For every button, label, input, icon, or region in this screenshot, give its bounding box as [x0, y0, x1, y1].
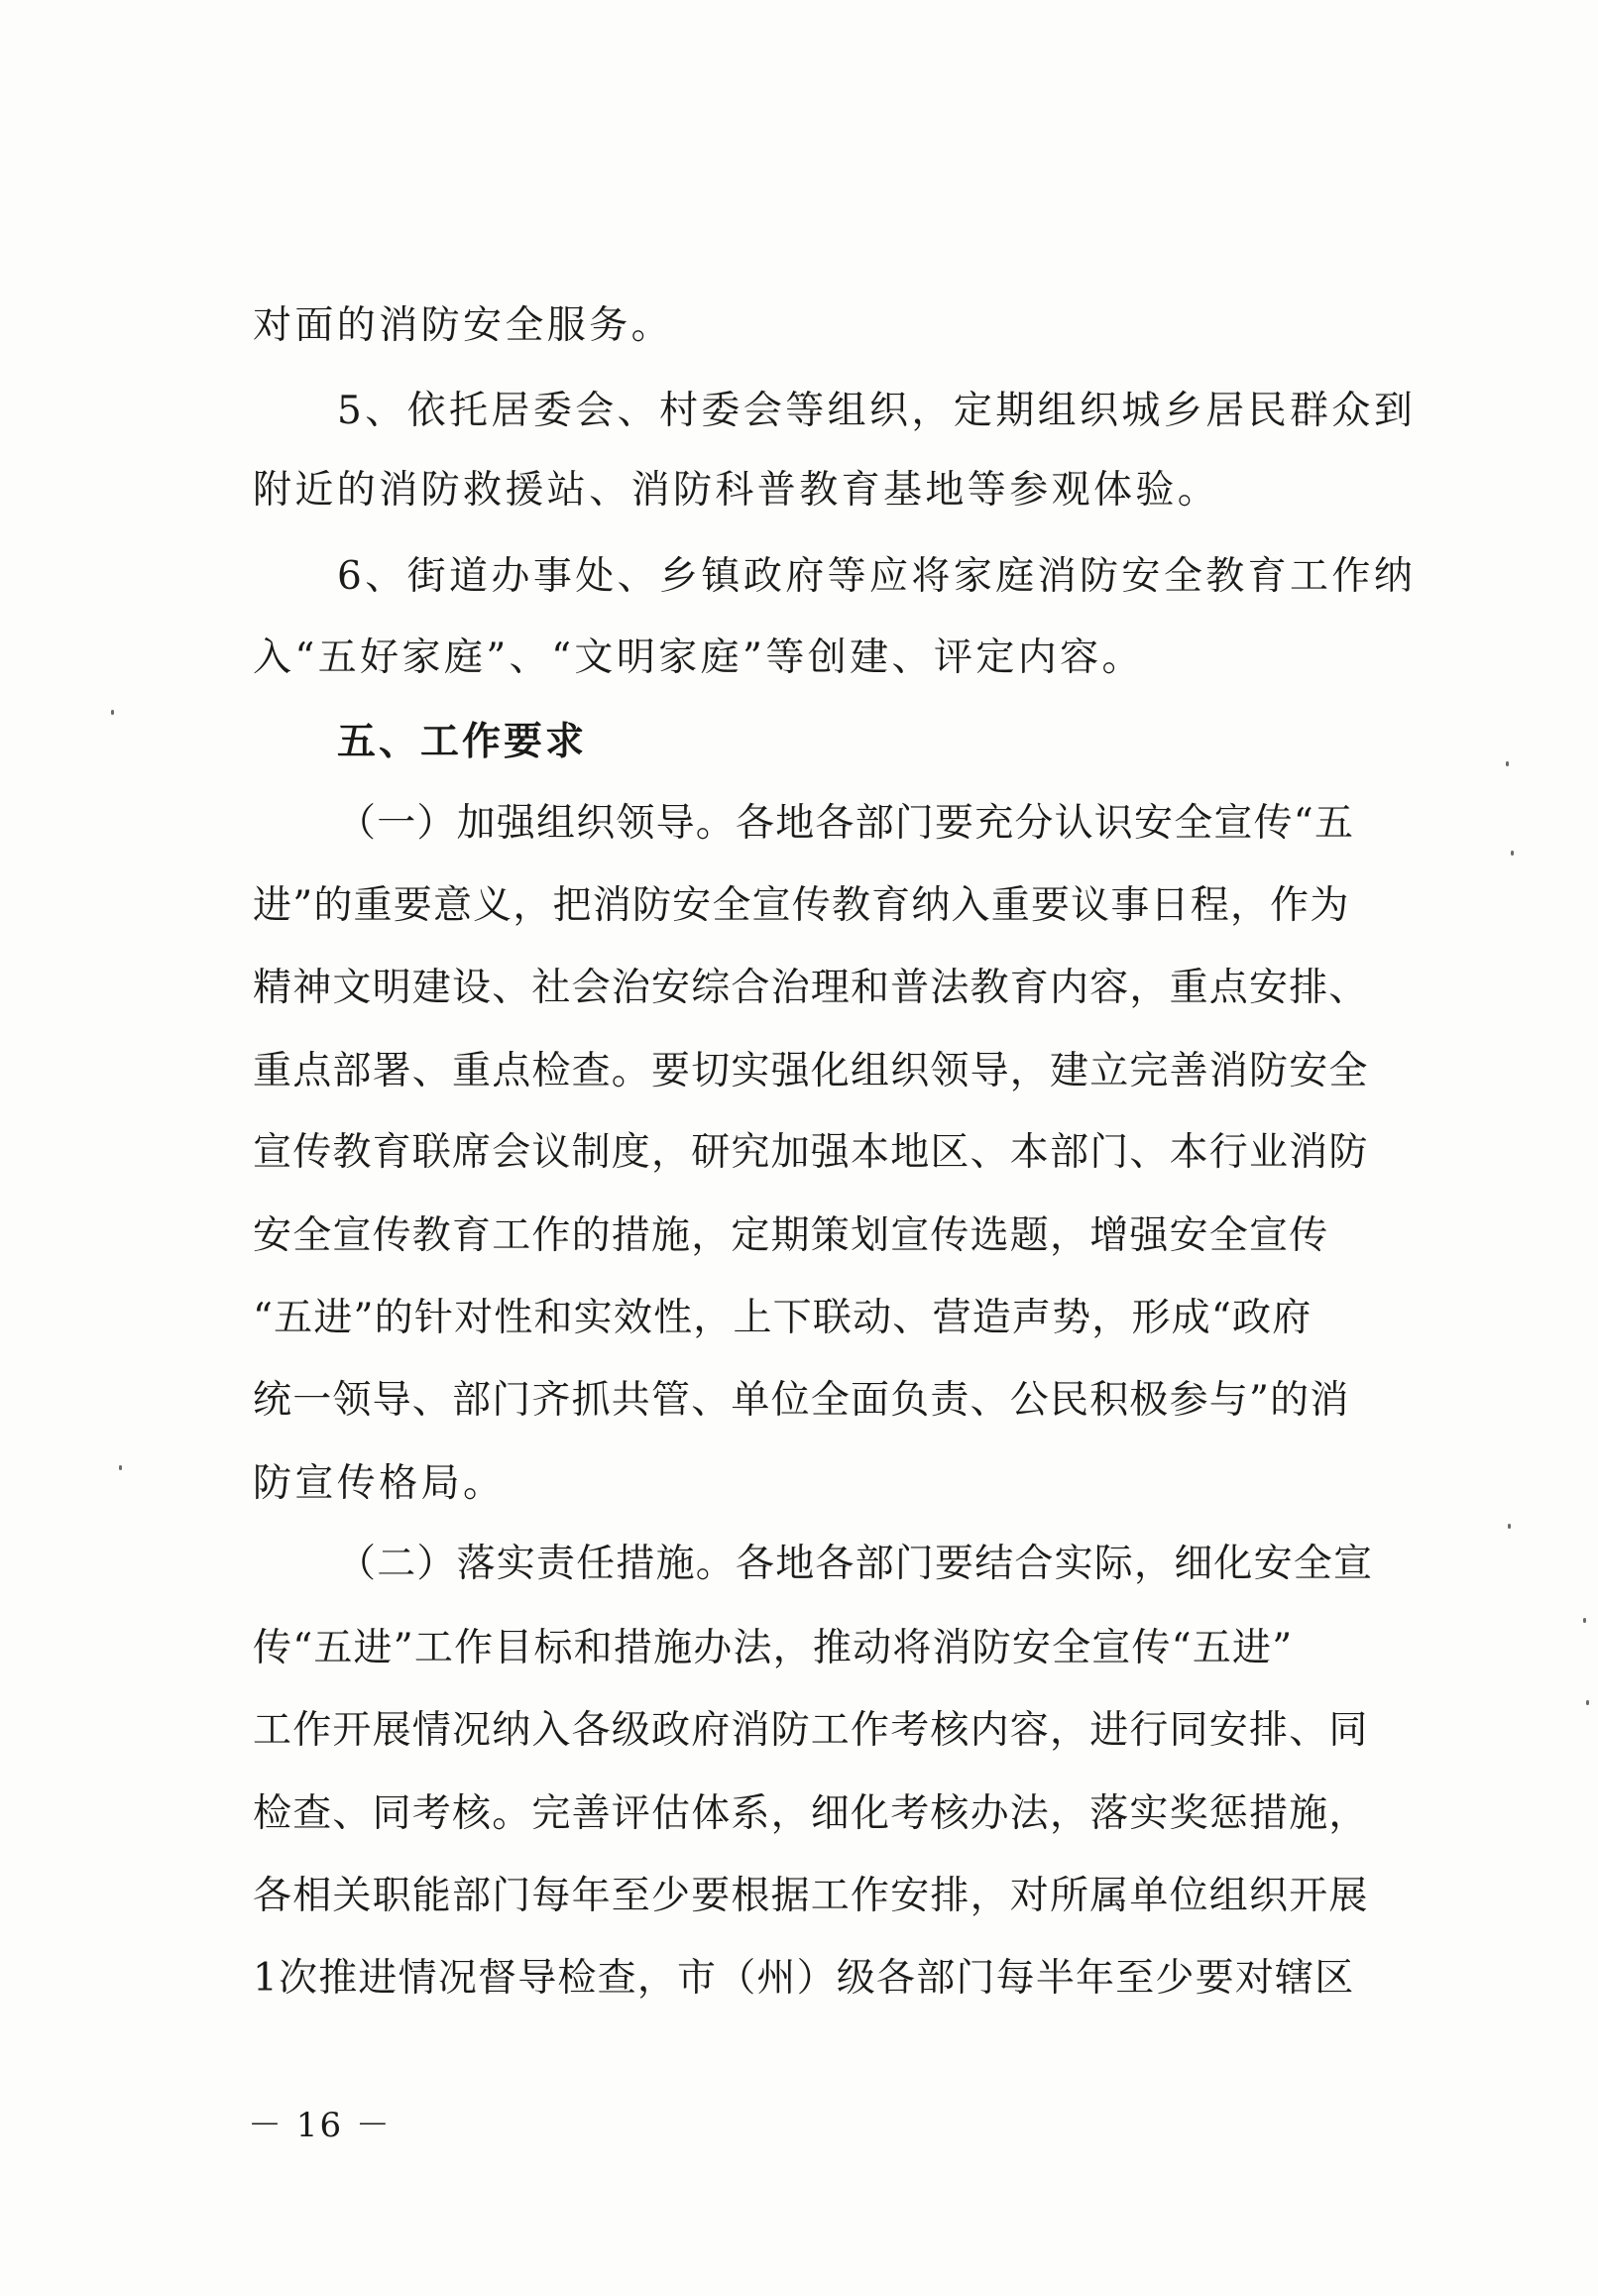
- text-line: 附近的消防救援站、消防科普教育基地等参观体验。: [253, 468, 1220, 513]
- text-line: 防宣传格局。: [253, 1461, 506, 1506]
- text-line: 6、街道办事处、乡镇政府等应将家庭消防安全教育工作纳: [337, 554, 1417, 599]
- text-line: 5、依托居委会、村委会等组织，定期组织城乡居民群众到: [337, 389, 1417, 433]
- scan-speck: [1583, 1618, 1586, 1623]
- text-line: （二）落实责任措施。各地各部门要结合实际，细化安全宣: [337, 1542, 1374, 1586]
- text-line: 进”的重要意义，把消防安全宣传教育纳入重要议事日程，作为: [253, 883, 1350, 928]
- scan-speck: [1511, 851, 1514, 856]
- page-number: － 16 －: [248, 2106, 392, 2145]
- scan-speck: [111, 710, 114, 715]
- text-line: （一）加强组织领导。各地各部门要充分认识安全宣传“五: [337, 801, 1355, 846]
- text-line: 1次推进情况督导检查，市（州）级各部门每半年至少要对辖区: [253, 1956, 1355, 2001]
- scan-speck: [1506, 761, 1509, 766]
- text-line: 入“五好家庭”、“文明家庭”等创建、评定内容。: [253, 635, 1144, 680]
- text-line: 精神文明建设、社会治安综合治理和普法教育内容，重点安排、: [253, 966, 1369, 1010]
- text-line: 重点部署、重点检查。要切实强化组织领导，建立完善消防安全: [253, 1049, 1369, 1093]
- text-line: 统一领导、部门齐抓共管、单位全面负责、公民积极参与”的消: [253, 1378, 1350, 1423]
- section-heading: 五、工作要求: [337, 720, 588, 764]
- scan-speck: [119, 1465, 122, 1470]
- text-line: 检查、同考核。完善评估体系，细化考核办法，落实奖惩措施，: [253, 1791, 1369, 1836]
- scan-speck: [1508, 1524, 1511, 1529]
- text-line: “五进”的针对性和实效性，上下联动、营造声势，形成“政府: [253, 1296, 1313, 1340]
- text-line: 传“五进”工作目标和措施办法，推动将消防安全宣传“五进”: [253, 1626, 1294, 1670]
- text-line: 对面的消防安全服务。: [253, 303, 674, 348]
- text-line: 工作开展情况纳入各级政府消防工作考核内容，进行同安排、同: [253, 1708, 1369, 1753]
- text-line: 安全宣传教育工作的措施，定期策划宣传选题，增强安全宣传: [253, 1213, 1329, 1258]
- text-line: 宣传教育联席会议制度，研究加强本地区、本部门、本行业消防: [253, 1130, 1369, 1175]
- scan-speck: [1586, 1700, 1589, 1705]
- text-line: 各相关职能部门每年至少要根据工作安排，对所属单位组织开展: [253, 1874, 1369, 1918]
